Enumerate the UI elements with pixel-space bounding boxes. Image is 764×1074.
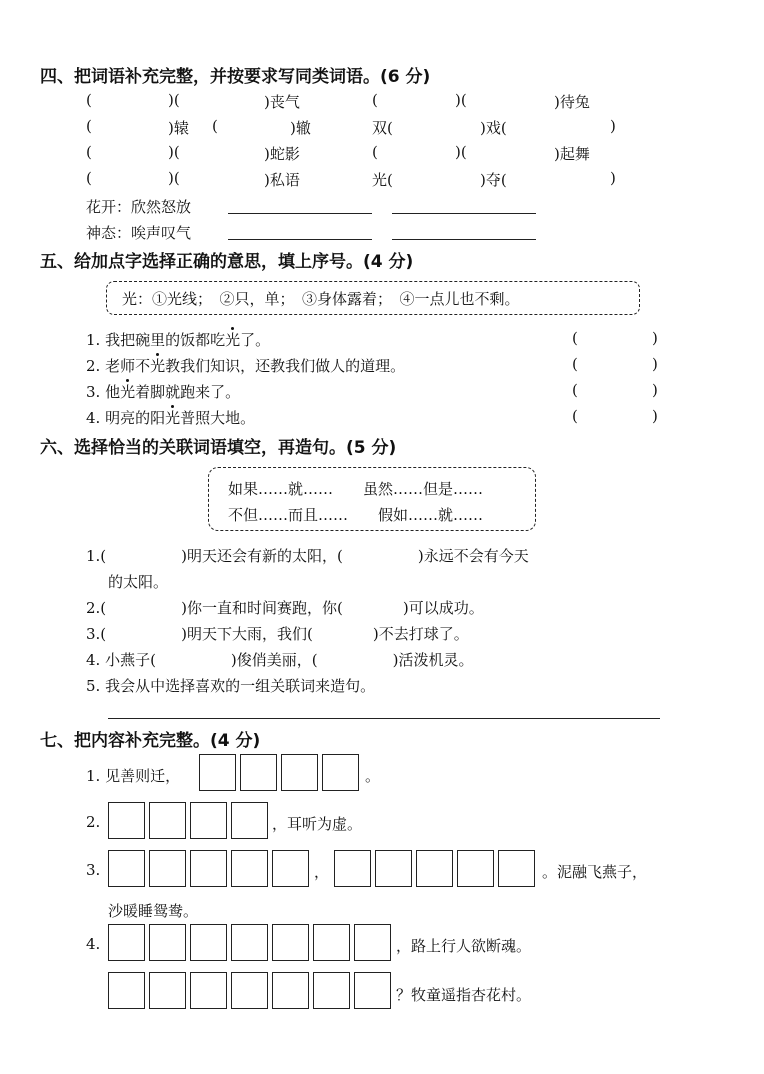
sentence-post: 了。 — [240, 331, 271, 349]
s7-q1-boxes — [199, 754, 363, 791]
idiom-fragment: )辕 — [168, 119, 189, 137]
char-box[interactable] — [108, 850, 145, 887]
idiom-fragment: )起舞 — [554, 145, 590, 163]
char-box[interactable] — [281, 754, 318, 791]
char-box[interactable] — [149, 850, 186, 887]
blank-paren: )( — [168, 143, 180, 161]
char-box[interactable] — [322, 754, 359, 791]
blank-paren: ( — [86, 91, 92, 109]
answer-paren-open[interactable]: ( — [572, 329, 578, 347]
char-box[interactable] — [375, 850, 412, 887]
s6-question-1-continued: 的太阳。 — [108, 573, 169, 591]
char-box[interactable] — [334, 850, 371, 887]
s7-q2-number: 2. — [86, 813, 101, 831]
meaning-options: 光：①光线； ②只，单； ③身体露着； ④一点儿也不剩。 — [122, 290, 520, 308]
idiom-fragment: )待兔 — [554, 93, 590, 111]
sentence-pre: 2. 老师不 — [86, 357, 151, 375]
answer-paren-open[interactable]: ( — [572, 407, 578, 425]
s6-question-5: 5. 我会从中选择喜欢的一组关联词来造句。 — [86, 677, 376, 695]
blank-paren: ( — [372, 91, 378, 109]
idiom-fragment: )辙 — [290, 119, 311, 137]
s7-q1-suffix: 。 — [365, 767, 381, 785]
answer-paren-open[interactable]: ( — [572, 381, 578, 399]
s7-q1-prefix: 1. 见善则迁， — [86, 767, 181, 785]
section-7-title: 七、把内容补充完整。(4 分) — [40, 731, 261, 751]
char-box[interactable] — [231, 850, 268, 887]
char-box[interactable] — [457, 850, 494, 887]
answer-paren-close: ) — [652, 355, 658, 373]
s6-question-2: 2.( )你一直和时间赛跑，你( )可以成功。 — [86, 599, 484, 617]
char-box[interactable] — [272, 850, 309, 887]
char-box[interactable] — [190, 802, 227, 839]
idiom-fragment: 光( — [372, 171, 393, 189]
s7-q2-suffix: ，耳听为虚。 — [272, 815, 363, 833]
char-box[interactable] — [149, 924, 186, 961]
blank-paren: ) — [610, 169, 616, 187]
char-box[interactable] — [354, 924, 391, 961]
char-box[interactable] — [190, 972, 227, 1009]
sentence-post: 着脚就跑来了。 — [135, 383, 241, 401]
s7-q3-boxes-a — [108, 850, 313, 887]
blank-paren: )( — [455, 143, 467, 161]
sentence-pre: 4. 明亮的阳 — [86, 409, 166, 427]
s7-q2-boxes — [108, 802, 272, 839]
s6-question-4: 4. 小燕子( )俊俏美丽，( )活泼机灵。 — [86, 651, 474, 669]
char-box[interactable] — [231, 972, 268, 1009]
blank-paren: )( — [455, 91, 467, 109]
char-box[interactable] — [231, 924, 268, 961]
sentence-post: 教我们知识，还教我们做人的道理。 — [165, 357, 406, 375]
section-4-title: 四、把词语补充完整，并按要求写同类词语。(6 分) — [40, 67, 431, 87]
answer-line[interactable] — [228, 213, 372, 214]
category-expression-label: 神态：唉声叹气 — [86, 224, 192, 242]
blank-paren: ( — [372, 143, 378, 161]
char-box[interactable] — [240, 754, 277, 791]
idiom-fragment: )夺( — [480, 171, 507, 189]
blank-paren: )( — [168, 91, 180, 109]
char-box[interactable] — [190, 850, 227, 887]
dotted-char: 光 — [165, 409, 181, 427]
answer-line[interactable] — [392, 239, 536, 240]
dotted-char: 光 — [225, 331, 241, 349]
char-box[interactable] — [272, 924, 309, 961]
s7-q3-suffix: 。泥融飞燕子， — [542, 863, 648, 881]
idiom-fragment: )蛇影 — [264, 145, 300, 163]
char-box[interactable] — [108, 924, 145, 961]
section-5-title: 五、给加点字选择正确的意思，填上序号。(4 分) — [40, 252, 414, 272]
answer-paren-close: ) — [652, 329, 658, 347]
category-flowers-label: 花开：欣然怒放 — [86, 198, 192, 216]
blank-paren: ) — [610, 117, 616, 135]
char-box[interactable] — [190, 924, 227, 961]
answer-paren-close: ) — [652, 381, 658, 399]
char-box[interactable] — [416, 850, 453, 887]
s6-question-1: 1.( )明天还会有新的太阳，( )永远不会有今天 — [86, 547, 529, 565]
idiom-fragment: 双( — [372, 119, 393, 137]
char-box[interactable] — [108, 972, 145, 1009]
char-box[interactable] — [354, 972, 391, 1009]
dotted-char: 光 — [150, 357, 166, 375]
blank-paren: ( — [212, 117, 218, 135]
s6-question-3: 3.( )明天下大雨，我们( )不去打球了。 — [86, 625, 469, 643]
s7-q4-boxes-a — [108, 924, 395, 961]
s7-q3-continuation: 沙暖睡鸳鸯。 — [108, 902, 199, 920]
char-box[interactable] — [108, 802, 145, 839]
sentence-post: 普照大地。 — [180, 409, 256, 427]
s7-q4b-suffix: ？牧童遥指杏花村。 — [396, 986, 532, 1004]
blank-paren: ( — [86, 117, 92, 135]
s7-q3-number: 3. — [86, 861, 101, 879]
conjunction-options-row-1: 如果……就…… 虽然……但是…… — [228, 480, 484, 498]
blank-paren: ( — [86, 169, 92, 187]
answer-paren-close: ) — [652, 407, 658, 425]
sentence-pre: 1. 我把碗里的饭都吃 — [86, 331, 226, 349]
conjunction-options-row-2: 不但……而且…… 假如……就…… — [228, 506, 484, 524]
char-box[interactable] — [498, 850, 535, 887]
answer-line[interactable] — [228, 239, 372, 240]
s7-q3-boxes-b — [334, 850, 539, 887]
char-box[interactable] — [313, 972, 350, 1009]
section-6-title: 六、选择恰当的关联词语填空，再造句。(5 分) — [40, 438, 397, 458]
idiom-fragment: )丧气 — [264, 93, 300, 111]
s7-q4-boxes-b — [108, 972, 395, 1009]
s7-q3-separator: ， — [314, 863, 330, 881]
blank-paren: ( — [86, 143, 92, 161]
dotted-char: 光 — [120, 383, 136, 401]
blank-paren: )( — [168, 169, 180, 187]
char-box[interactable] — [149, 802, 186, 839]
idiom-fragment: )私语 — [264, 171, 300, 189]
answer-paren-open[interactable]: ( — [572, 355, 578, 373]
char-box[interactable] — [272, 972, 309, 1009]
char-box[interactable] — [313, 924, 350, 961]
answer-line[interactable] — [392, 213, 536, 214]
s7-q4-number: 4. — [86, 935, 101, 953]
sentence-answer-line[interactable] — [108, 718, 660, 719]
idiom-fragment: )戏( — [480, 119, 507, 137]
char-box[interactable] — [231, 802, 268, 839]
sentence-pre: 3. 他 — [86, 383, 121, 401]
char-box[interactable] — [199, 754, 236, 791]
char-box[interactable] — [149, 972, 186, 1009]
s7-q4-suffix: ，路上行人欲断魂。 — [396, 937, 532, 955]
